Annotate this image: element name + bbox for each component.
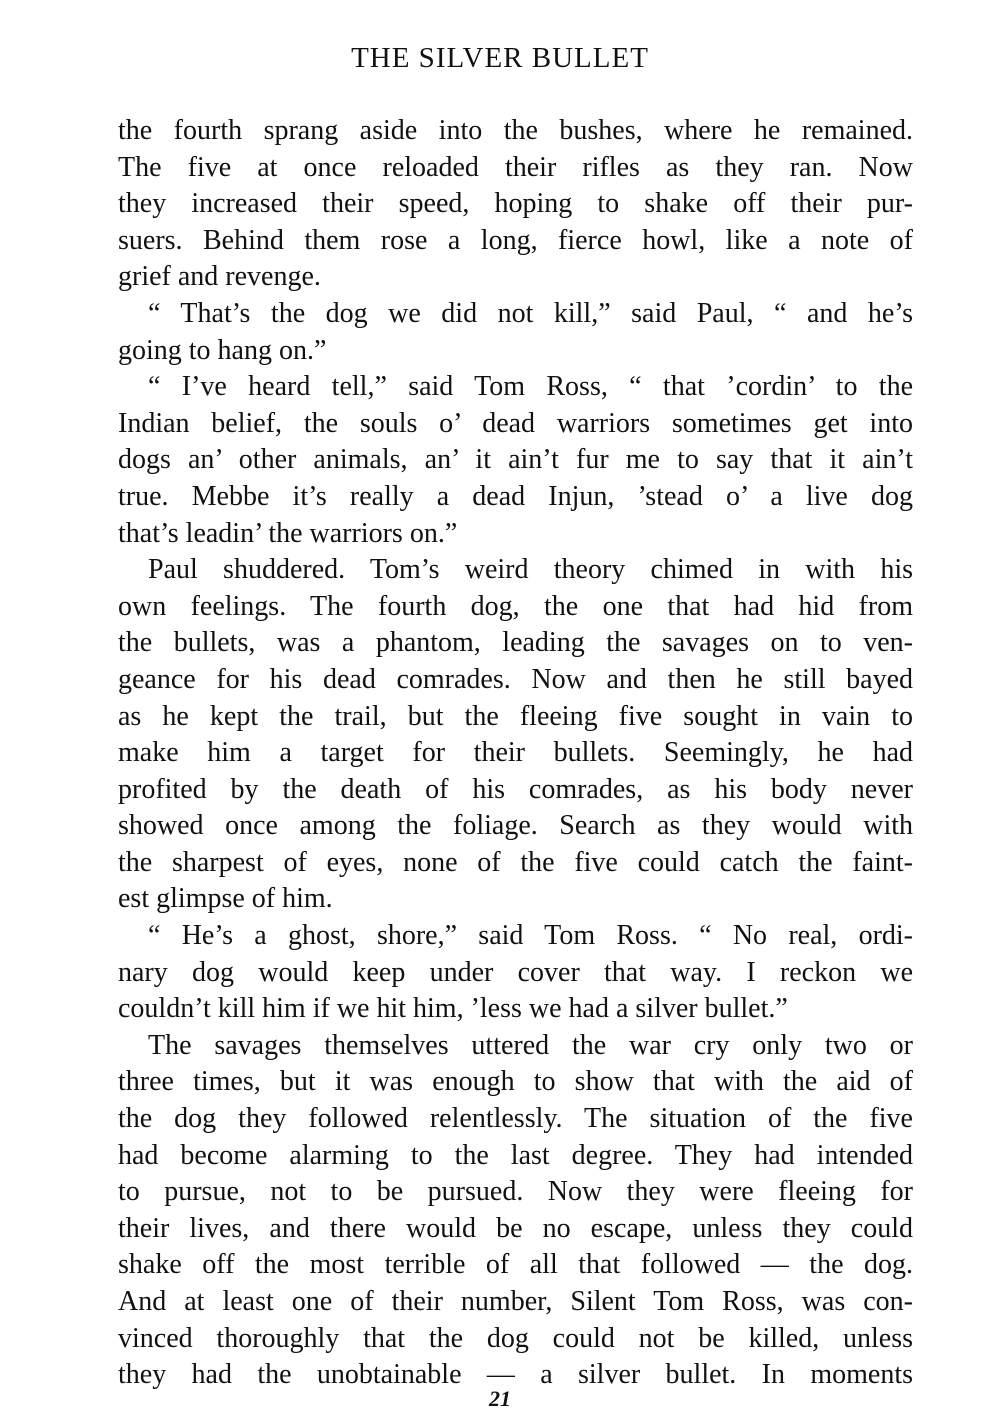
text-line: the dog they followed relentlessly. The situation of the five bbox=[118, 1103, 913, 1135]
page-number: 21 bbox=[489, 1386, 511, 1411]
text-line: own feelings. The fourth dog, the one that had hid from bbox=[118, 590, 913, 622]
text-line: “ I’ve heard tell,” said Tom Ross, “ that ’cordin’ to the bbox=[148, 371, 913, 403]
body-text bbox=[118, 113, 913, 1394]
text-line: est glimpse of him. bbox=[118, 883, 333, 915]
text-line: their lives, and there would be no escape, unless they could bbox=[118, 1212, 913, 1244]
text-line: true. Mebbe it’s really a dead Injun, ’stead o’ a live dog bbox=[118, 480, 913, 512]
text-line: to pursue, not to be pursued. Now they were fleeing for bbox=[118, 1176, 913, 1208]
text-line: vinced thoroughly that the dog could not be killed, unless bbox=[118, 1322, 913, 1354]
text-line: that’s leadin’ the warriors on.” bbox=[118, 517, 458, 549]
running-header: THE SILVER BULLET bbox=[351, 42, 649, 74]
text-line: showed once among the foliage. Search as they would with bbox=[118, 810, 913, 842]
text-line: the fourth sprang aside into the bushes, where he remained. bbox=[118, 115, 913, 146]
text-line: profited by the death of his comrades, as his body never bbox=[118, 773, 913, 805]
text-line: grief and revenge. bbox=[118, 261, 321, 293]
text-line: shake off the most terrible of all that followed — the dog. bbox=[118, 1249, 913, 1281]
text-line: they had the unobtainable — a silver bullet. In moments bbox=[118, 1359, 913, 1391]
text-line: “ That’s the dog we did not kill,” said Paul, “ and he’s bbox=[148, 297, 913, 329]
text-line: couldn’t kill him if we hit him, ’less we had a silver bullet.” bbox=[118, 993, 788, 1025]
text-line: The savages themselves uttered the war cry only two or bbox=[148, 1029, 913, 1061]
text-line: three times, but it was enough to show that with the aid of bbox=[118, 1066, 913, 1098]
text-line: And at least one of their number, Silent Tom Ross, was con- bbox=[118, 1286, 913, 1317]
text-line: nary dog would keep under cover that way. I reckon we bbox=[118, 956, 913, 988]
text-line: they increased their speed, hoping to shake off their pur- bbox=[118, 188, 913, 220]
text-line: had become alarming to the last degree. They had intended bbox=[118, 1139, 913, 1171]
text-line: make him a target for their bullets. Seemingly, he had bbox=[118, 737, 913, 769]
text-line: Paul shuddered. Tom’s weird theory chimed in with his bbox=[148, 554, 913, 586]
text-line: Indian belief, the souls o’ dead warriors sometimes get into bbox=[118, 407, 913, 439]
text-line: geance for his dead comrades. Now and then he still bayed bbox=[118, 663, 913, 695]
text-line: the bullets, was a phantom, leading the savages on to ven- bbox=[118, 627, 913, 659]
text-line: going to hang on.” bbox=[118, 334, 327, 366]
text-line: the sharpest of eyes, none of the five could catch the faint- bbox=[118, 846, 913, 878]
text-line: The five at once reloaded their rifles as they ran. Now bbox=[118, 151, 913, 183]
text-line: “ He’s a ghost, shore,” said Tom Ross. “ No real, ordi- bbox=[148, 920, 913, 952]
text-line: dogs an’ other animals, an’ it ain’t fur me to say that it ain’t bbox=[118, 444, 913, 476]
text-line: as he kept the trail, but the fleeing five sought in vain to bbox=[118, 700, 913, 732]
text-line: suers. Behind them rose a long, fierce howl, like a note of bbox=[118, 224, 913, 256]
